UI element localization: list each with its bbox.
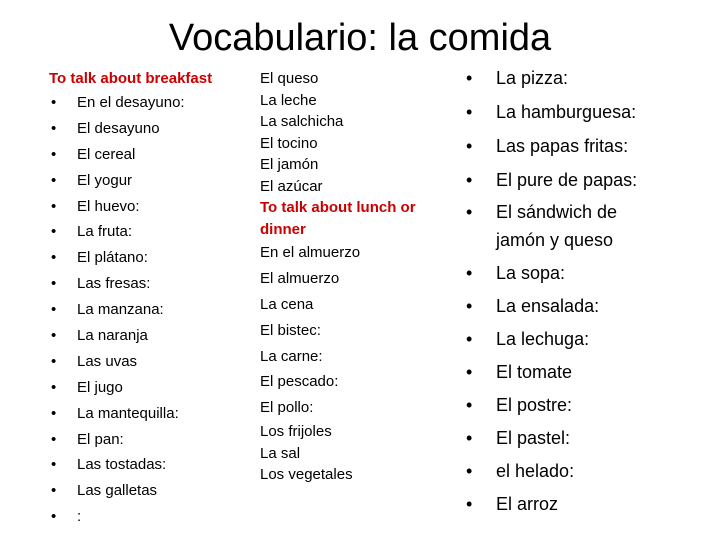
- bullet-icon: •: [51, 145, 57, 163]
- list-item: El pollo:: [260, 399, 314, 417]
- list-item: La sal: [260, 444, 301, 462]
- list-item: • El yogur: [49, 168, 249, 194]
- bullet-icon: •: [466, 68, 473, 88]
- lunch-dinner-heading: To talk about lunch or dinner: [260, 199, 416, 238]
- bullet-icon: •: [466, 102, 473, 122]
- bullet-icon: •: [466, 494, 473, 514]
- bullet-icon: •: [466, 263, 473, 283]
- list-item: • La sopa:: [463, 259, 713, 287]
- middle-column: [260, 68, 450, 486]
- lunch-dinner-list-continued: [260, 421, 450, 486]
- list-item: • Las galletas: [49, 478, 249, 504]
- list-item: • La naranja: [49, 323, 249, 349]
- bullet-icon: •: [51, 197, 57, 215]
- bullet-icon: •: [51, 430, 57, 448]
- list-item: • La ensalada:: [463, 292, 713, 320]
- bullet-icon: •: [466, 329, 473, 349]
- list-item: • La pizza:: [463, 64, 713, 92]
- list-item: • El pure de papas:: [463, 166, 713, 194]
- bullet-icon: •: [466, 170, 473, 190]
- list-item: El queso: [260, 70, 319, 87]
- list-item: • El plátano:: [49, 245, 249, 271]
- slide-title: Vocabulario: la comida: [168, 17, 552, 59]
- bullet-icon: •: [466, 202, 473, 222]
- list-item: • La mantequilla:: [49, 401, 249, 427]
- bullet-icon: •: [51, 352, 57, 370]
- bullet-icon: •: [466, 461, 473, 481]
- list-item: • el helado:: [463, 457, 713, 485]
- list-item: La salchicha: [260, 113, 344, 130]
- lunch-dinner-column: [463, 64, 713, 518]
- list-item: • El arroz: [463, 490, 713, 518]
- list-item: • El sándwich de jamón y queso: [463, 198, 666, 254]
- bullet-icon: •: [51, 482, 57, 500]
- list-item: El bistec:: [260, 321, 321, 339]
- list-item: • La hamburguesa:: [463, 98, 713, 126]
- bullet-icon: •: [51, 404, 57, 422]
- bullet-icon: •: [51, 119, 57, 137]
- list-item: • El postre:: [463, 391, 713, 419]
- list-item: La cena: [260, 295, 314, 313]
- list-item: • Las fresas:: [49, 271, 249, 297]
- list-item: • El desayuno: [49, 116, 249, 142]
- bullet-icon: •: [51, 249, 57, 267]
- list-item: • Las uvas: [49, 349, 249, 375]
- list-item: • La manzana:: [49, 297, 249, 323]
- list-item: El pescado:: [260, 373, 339, 391]
- breakfast-heading: To talk about breakfast: [49, 70, 213, 87]
- list-item: • Las tostadas:: [49, 452, 249, 478]
- list-item: El jamón: [260, 156, 319, 173]
- list-item: • El tomate: [463, 358, 713, 386]
- list-item: Los vegetales: [260, 466, 353, 484]
- list-item: • En el desayuno:: [49, 90, 249, 116]
- list-item: • El huevo:: [49, 194, 249, 220]
- bullet-icon: •: [51, 171, 57, 189]
- list-item: • La fruta:: [49, 219, 249, 245]
- list-item: • El pan:: [49, 427, 249, 453]
- bullet-icon: •: [466, 395, 473, 415]
- list-item: • :: [49, 504, 249, 530]
- breakfast-list: [49, 90, 249, 530]
- list-item: • Las papas fritas:: [463, 132, 713, 160]
- lunch-dinner-list: [260, 240, 450, 421]
- bullet-icon: •: [466, 136, 473, 156]
- bullet-icon: •: [466, 428, 473, 448]
- list-item: El azúcar: [260, 177, 323, 195]
- list-item: El almuerzo: [260, 269, 340, 287]
- breakfast-column: [49, 68, 249, 530]
- breakfast-continued-list: [260, 68, 450, 197]
- list-item: • El pastel:: [463, 424, 713, 452]
- list-item: Los frijoles: [260, 423, 332, 441]
- list-item: • El cereal: [49, 142, 249, 168]
- bullet-icon: •: [51, 223, 57, 241]
- bullet-icon: •: [51, 327, 57, 345]
- list-item: El tocino: [260, 134, 318, 152]
- bullet-icon: •: [51, 94, 57, 111]
- list-item: En el almuerzo: [260, 244, 361, 261]
- bullet-icon: •: [51, 275, 57, 293]
- bullet-icon: •: [466, 362, 473, 382]
- list-item: • El jugo: [49, 375, 249, 401]
- bullet-icon: •: [51, 301, 57, 319]
- bullet-icon: •: [51, 378, 57, 396]
- list-item: La carne:: [260, 347, 323, 365]
- bullet-icon: •: [466, 296, 473, 316]
- lunch-dinner-vocab-list: [463, 64, 713, 518]
- bullet-icon: •: [51, 508, 57, 526]
- list-item: La leche: [260, 91, 317, 109]
- list-item: • La lechuga:: [463, 325, 713, 353]
- bullet-icon: •: [51, 456, 57, 474]
